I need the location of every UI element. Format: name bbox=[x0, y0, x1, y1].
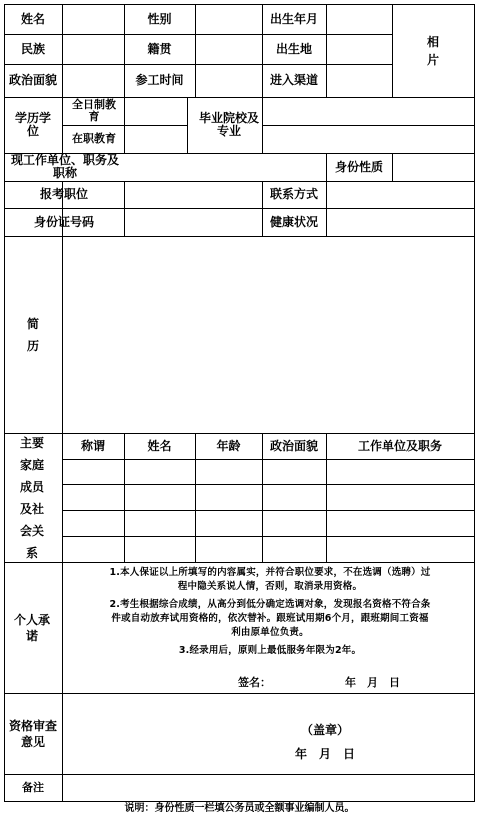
label-native-place: 籍贯 bbox=[147, 41, 172, 56]
label-entry-channel: 进入渠道 bbox=[269, 73, 318, 87]
label-id-number: 身份证号码 bbox=[33, 214, 94, 229]
current-employer-field[interactable] bbox=[125, 154, 326, 181]
identity-nature-field[interactable] bbox=[393, 154, 474, 181]
pledge-date: 年 月 日 bbox=[345, 676, 400, 689]
label-education-degree: 学历学位 bbox=[14, 111, 51, 138]
review-seal: （盖章） bbox=[300, 722, 349, 737]
contact-field[interactable] bbox=[327, 182, 474, 208]
pledge-line-2a: 2.考生根据综合成绩，从高分到低分确定选调对象，发现报名资格不符合条 bbox=[109, 599, 431, 610]
inservice-school-field[interactable] bbox=[263, 126, 474, 153]
work-start-field[interactable] bbox=[196, 65, 262, 97]
applied-position-field[interactable] bbox=[125, 182, 262, 208]
table-row[interactable] bbox=[63, 460, 474, 484]
family-col-age: 年龄 bbox=[216, 438, 241, 453]
pledge-line-3: 3.经录用后，原则上最低服务年限为2年。 bbox=[178, 645, 362, 656]
political-status-field[interactable] bbox=[63, 65, 124, 97]
pledge-line-1a: 1.本人保证以上所填写的内容属实，并符合职位要求，不在选调（选聘）过 bbox=[109, 567, 431, 578]
label-identity-nature: 身份性质 bbox=[334, 159, 383, 174]
label-work-start: 参工时间 bbox=[135, 73, 184, 87]
label-health: 健康状况 bbox=[269, 214, 318, 229]
family-col-name: 姓名 bbox=[147, 438, 172, 453]
label-birthplace: 出生地 bbox=[275, 41, 312, 56]
id-number-field[interactable] bbox=[125, 209, 262, 236]
remarks-field[interactable] bbox=[63, 775, 474, 801]
pledge-sign-label: 签名： bbox=[238, 676, 271, 689]
label-gender: 性别 bbox=[147, 11, 172, 26]
fulltime-school-field[interactable] bbox=[263, 98, 474, 125]
label-pledge: 个人承诺 bbox=[14, 612, 51, 643]
entry-channel-field[interactable] bbox=[327, 65, 392, 97]
birth-field[interactable] bbox=[327, 5, 392, 34]
table-row[interactable] bbox=[63, 485, 474, 510]
label-contact: 联系方式 bbox=[269, 187, 318, 201]
table-row[interactable] bbox=[63, 537, 474, 562]
name-field[interactable] bbox=[63, 5, 124, 34]
pledge-signature-field[interactable] bbox=[280, 676, 340, 690]
inservice-edu-field[interactable] bbox=[125, 126, 187, 153]
label-inservice-edu: 在职教育 bbox=[72, 132, 116, 145]
label-resume: 简历 bbox=[26, 316, 39, 353]
rule bbox=[187, 97, 188, 154]
label-applied-position: 报考职位 bbox=[39, 187, 88, 201]
label-remarks: 备注 bbox=[22, 781, 44, 794]
native-place-field[interactable] bbox=[196, 35, 262, 64]
label-political-status: 政治面貌 bbox=[8, 73, 57, 87]
table-row[interactable] bbox=[63, 511, 474, 536]
photo-box[interactable] bbox=[392, 4, 474, 98]
rule bbox=[4, 562, 475, 563]
label-birth: 出生年月 bbox=[269, 11, 318, 26]
family-col-employer: 工作单位及职务 bbox=[357, 438, 442, 453]
rule bbox=[474, 4, 475, 802]
label-name: 姓名 bbox=[20, 11, 45, 26]
label-photo: 相片 bbox=[426, 35, 439, 67]
gender-field[interactable] bbox=[196, 5, 262, 34]
family-col-political-status: 政治面貌 bbox=[269, 438, 318, 453]
ethnicity-field[interactable] bbox=[63, 35, 124, 64]
label-graduate-school-major: 毕业院校及专业 bbox=[198, 111, 259, 138]
pledge-line-1b: 程中隐关系说人情，否则，取消录用资格。 bbox=[177, 581, 363, 592]
health-field[interactable] bbox=[327, 209, 474, 236]
footer-note: 说明：身份性质一栏填公务员或全额事业编制人员。 bbox=[124, 803, 355, 814]
birthplace-field[interactable] bbox=[327, 35, 392, 64]
review-date: 年 月 日 bbox=[294, 746, 355, 761]
label-ethnicity: 民族 bbox=[20, 41, 45, 56]
pledge-line-2c: 利由原单位负责。 bbox=[231, 627, 309, 638]
label-current-employer-title: 现工作单位、职务及职称 bbox=[10, 153, 119, 180]
family-col-relation: 称谓 bbox=[80, 438, 105, 453]
label-family-section: 主要家庭成员及社会关系 bbox=[19, 435, 44, 560]
label-qualification-review: 资格审查意见 bbox=[8, 718, 57, 749]
pledge-line-2b: 件或自动放弃试用资格的，依次替补。跟班试用期6个月，跟班期间工资福 bbox=[111, 613, 429, 624]
fulltime-edu-field[interactable] bbox=[125, 98, 187, 125]
rule bbox=[4, 4, 5, 802]
label-fulltime-edu: 全日制教育 bbox=[72, 98, 116, 123]
resume-field[interactable] bbox=[63, 237, 474, 433]
qualification-review-field[interactable] bbox=[63, 694, 474, 774]
